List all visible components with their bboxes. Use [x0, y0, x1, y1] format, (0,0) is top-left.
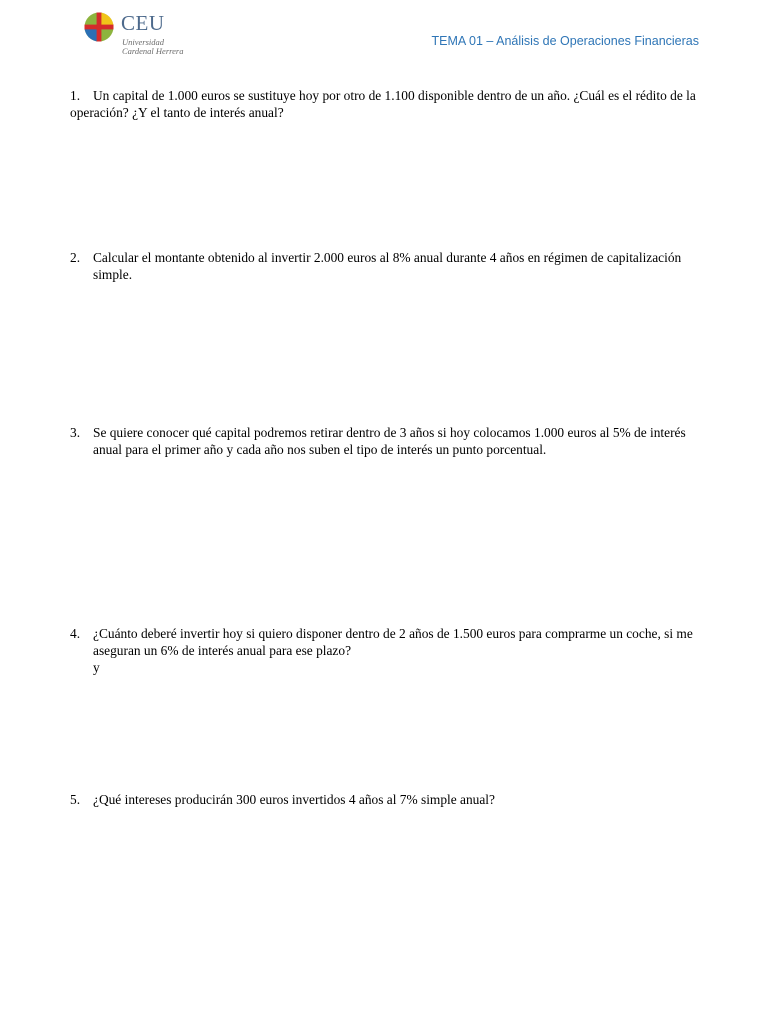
- exercise-extra-line: y: [93, 660, 100, 675]
- exercise-1: [70, 87, 710, 121]
- exercise-text: ¿Cuánto deberé invertir hoy si quiero disponer dentro de 2 años de 1.500 euros para comprarme un coche, si me aseguran un 6% de interés anual para ese plazo?: [93, 626, 693, 658]
- exercise-3: [70, 424, 710, 458]
- exercise-number: 5.: [70, 792, 81, 807]
- exercise-text: Se quiere conocer qué capital podremos retirar dentro de 3 años si hoy colocamos 1.000 euros al 5% de interés anual para el primer año y cada año nos suben el tipo de interés un punto porcentual.: [93, 425, 686, 457]
- ceu-logo: [84, 12, 204, 58]
- exercise-number: 3.: [70, 425, 81, 440]
- exercise-text: ¿Qué intereses producirán 300 euros invertidos 4 años al 7% simple anual?: [93, 792, 495, 807]
- exercise-text: Calcular el montante obtenido al invertir 2.000 euros al 8% anual durante 4 años en régimen de capitalización simple.: [93, 250, 682, 282]
- emblem-red-vertical: [97, 13, 102, 42]
- exercise-5: [70, 791, 710, 808]
- exercise-number: 4.: [70, 626, 81, 641]
- logo-subtitle-line2: Cardenal Herrera: [122, 46, 184, 56]
- exercise-number: 1.: [70, 88, 81, 103]
- exercise-number: 2.: [70, 250, 81, 265]
- exercise-text: Un capital de 1.000 euros se sustituye hoy por otro de 1.100 disponible dentro de un año. ¿Cuál es el rédito de la operación? ¿Y el tanto de interés anual?: [70, 88, 696, 120]
- logo-name: CEU: [121, 11, 165, 35]
- page-header-title: TEMA 01 – Análisis de Operaciones Financieras: [431, 34, 699, 48]
- logo-subtitle-line1: Universidad: [122, 37, 165, 47]
- ceu-emblem-icon: [84, 12, 114, 42]
- exercise-4: [70, 625, 710, 676]
- exercise-2: [70, 249, 710, 283]
